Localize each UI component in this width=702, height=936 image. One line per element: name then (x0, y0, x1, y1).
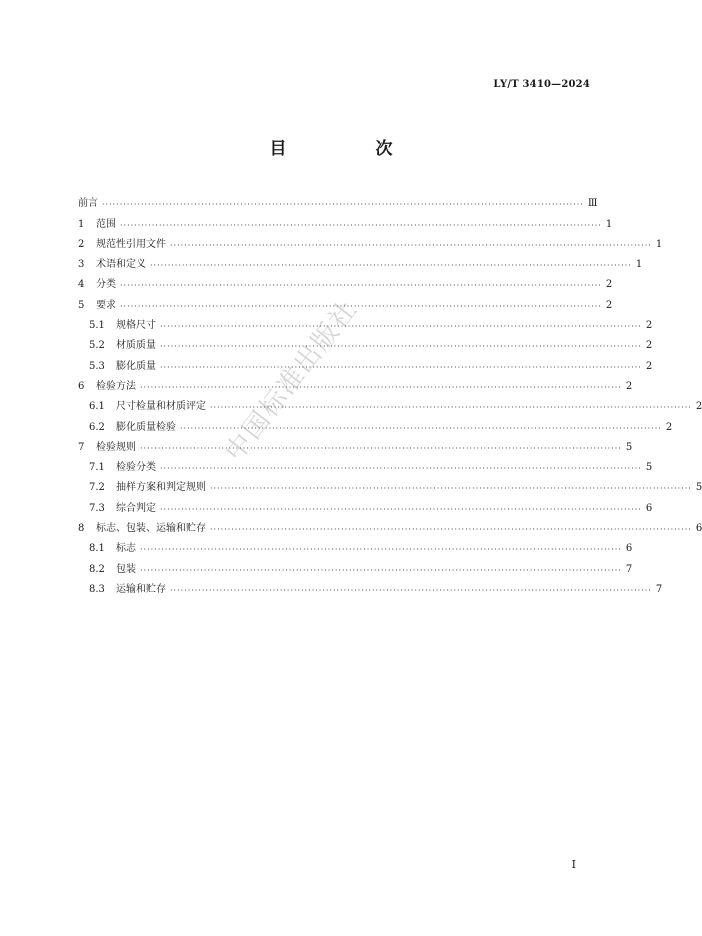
toc-entry-number: 5.3 (89, 360, 105, 372)
toc-entry[interactable] (78, 373, 633, 393)
toc-entry-number: 4 (78, 279, 85, 291)
toc-entry-label: 规范性引用文件 (96, 238, 166, 250)
toc-entry-label: 综合判定 (116, 502, 156, 514)
toc-entry-label: 抽样方案和判定规则 (116, 482, 206, 494)
toc-entry-page: 2 (605, 279, 613, 291)
toc-entry-label: 标志 (116, 543, 136, 555)
toc-entry-label: 前言 (78, 198, 98, 210)
toc-entry-page: 1 (635, 259, 643, 271)
toc-entry-page: 2 (695, 401, 702, 413)
toc-entry-page: 2 (665, 421, 673, 433)
dot-leader: ········································································································································ (160, 342, 642, 352)
toc-entry[interactable] (78, 393, 702, 413)
toc-entry-page: 2 (645, 360, 653, 372)
toc-entry[interactable] (78, 210, 613, 230)
toc-entry-number: 6.1 (89, 401, 105, 413)
toc-entry[interactable] (78, 291, 613, 311)
dot-leader: ········································································································································ (160, 362, 642, 372)
toc-entry[interactable] (78, 434, 633, 454)
toc-entry-label: 膨化质量检验 (116, 421, 176, 433)
toc-entry-number: 8.3 (89, 583, 105, 595)
toc-entry[interactable] (78, 231, 663, 251)
dot-leader: ········································································································································ (170, 240, 652, 250)
toc-entry[interactable] (78, 474, 702, 494)
dot-leader: ········································································································································ (160, 464, 642, 474)
toc-entry-label: 材质质量 (116, 340, 156, 352)
dot-leader: ········································································································································ (140, 545, 622, 555)
toc-entry-page: 7 (655, 583, 663, 595)
dot-leader: ········································································································································ (120, 301, 602, 311)
toc-entry-page: 5 (625, 441, 633, 453)
toc-entry-number: 5.2 (89, 340, 105, 352)
standard-code: LY/T 3410—2024 (493, 79, 590, 90)
toc-entry-page: 6 (695, 523, 702, 535)
watermark: 中国标准出版社 (219, 294, 365, 468)
toc-entry-number: 5.1 (89, 320, 105, 332)
toc-entry-number: 5 (78, 299, 85, 311)
toc-entry-page: 5 (645, 462, 653, 474)
toc-entry-number: 7.2 (89, 482, 105, 494)
toc-entry[interactable] (78, 251, 643, 271)
toc-entry-page: Ⅲ (587, 198, 598, 210)
toc-entry-label: 标志、包装、运输和贮存 (96, 523, 206, 535)
toc-entry-page: 6 (645, 502, 653, 514)
toc-entry-page: 2 (625, 380, 633, 392)
toc-entry[interactable] (78, 535, 633, 555)
toc-entry-number: 7 (78, 441, 85, 453)
toc-entry-label: 规格尺寸 (116, 320, 156, 332)
dot-leader: ········································································································································ (120, 281, 602, 291)
toc-entry-number: 6 (78, 380, 85, 392)
toc-entry-number: 1 (78, 218, 85, 230)
dot-leader: ········································································································································ (160, 322, 642, 332)
toc-entry-number: 8.2 (89, 563, 105, 575)
dot-leader: ········································································································································ (210, 525, 692, 535)
dot-leader: ········································································································································ (140, 443, 622, 453)
toc-entry[interactable] (78, 271, 613, 291)
toc-entry-label: 检验分类 (116, 462, 156, 474)
toc-entry-number: 7.3 (89, 502, 105, 514)
toc-entry-page: 6 (625, 543, 633, 555)
dot-leader: ········································································································································ (180, 423, 662, 433)
toc-entry[interactable] (78, 332, 653, 352)
page-title: 目 次 (269, 139, 429, 159)
toc-entry-label: 分类 (96, 279, 116, 291)
toc-entry-number: 8.1 (89, 543, 105, 555)
toc-entry[interactable] (78, 413, 673, 433)
toc-entry[interactable] (78, 352, 653, 372)
toc-entry-number: 6.2 (89, 421, 105, 433)
toc-entry-label: 要求 (96, 299, 116, 311)
toc-entry[interactable] (78, 312, 653, 332)
dot-leader: ········································································································································ (170, 585, 652, 595)
toc-entry-label: 膨化质量 (116, 360, 156, 372)
table-of-contents (78, 190, 702, 596)
toc-entry-number: 8 (78, 523, 85, 535)
toc-entry-label: 包装 (116, 563, 136, 575)
toc-entry[interactable] (78, 190, 598, 210)
toc-entry[interactable] (78, 454, 653, 474)
toc-entry-label: 范围 (96, 218, 116, 230)
toc-entry[interactable] (78, 515, 702, 535)
toc-entry[interactable] (78, 555, 633, 575)
dot-leader: ········································································································································ (210, 484, 692, 494)
toc-entry-label: 尺寸检量和材质评定 (116, 401, 206, 413)
toc-entry[interactable] (78, 494, 653, 514)
toc-entry-page: 2 (605, 299, 613, 311)
dot-leader: ········································································································································ (210, 403, 692, 413)
toc-entry-page: 7 (625, 563, 633, 575)
toc-entry-page: 2 (645, 340, 653, 352)
toc-entry-page: 1 (605, 218, 613, 230)
toc-entry-page: 1 (655, 238, 663, 250)
toc-entry-number: 3 (78, 259, 85, 271)
footer-page-number: Ⅰ (571, 858, 576, 871)
toc-entry-number: 2 (78, 238, 85, 250)
toc-entry-page: 5 (695, 482, 702, 494)
dot-leader: ········································································································································ (120, 220, 602, 230)
dot-leader: ········································································································································ (140, 382, 622, 392)
toc-entry[interactable] (78, 576, 663, 596)
toc-entry-label: 检验规则 (96, 441, 136, 453)
toc-entry-page: 2 (645, 320, 653, 332)
dot-leader: ········································································································································ (102, 200, 584, 210)
toc-entry-label: 检验方法 (96, 380, 136, 392)
dot-leader: ········································································································································ (160, 504, 642, 514)
dot-leader: ········································································································································ (150, 261, 632, 271)
toc-entry-number: 7.1 (89, 462, 105, 474)
toc-entry-label: 术语和定义 (96, 259, 146, 271)
toc-entry-label: 运输和贮存 (116, 583, 166, 595)
dot-leader: ········································································································································ (140, 565, 622, 575)
